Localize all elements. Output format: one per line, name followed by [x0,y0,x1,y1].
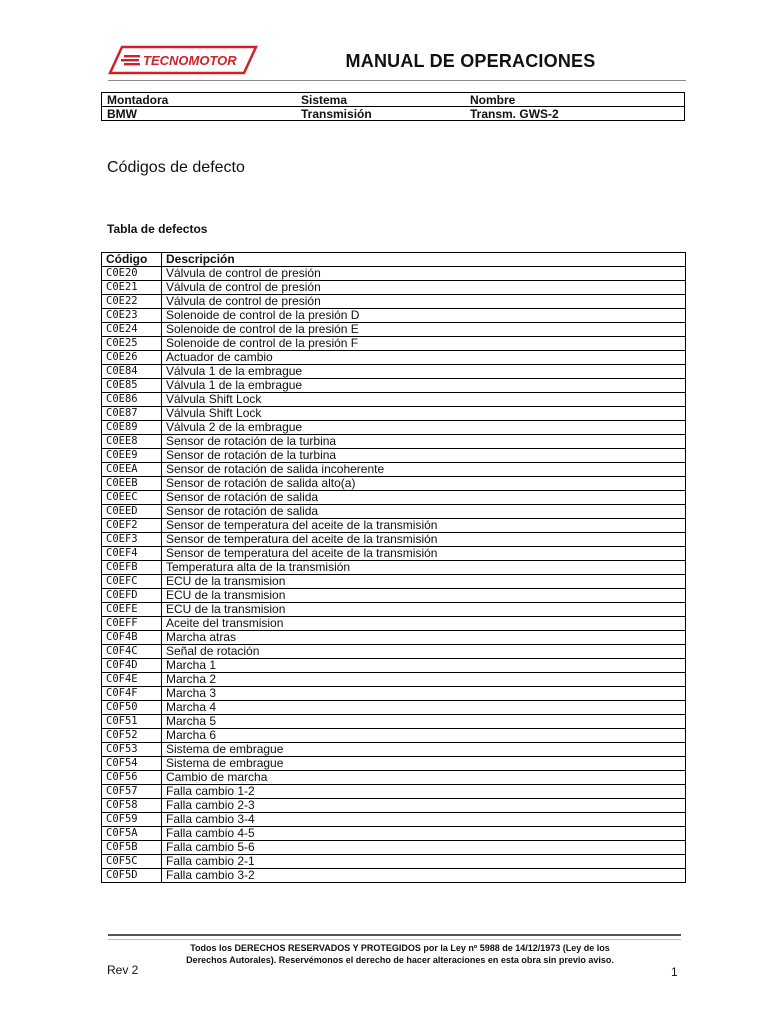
table-row [102,729,686,743]
table-row [102,813,686,827]
defect-description: Falla cambio 3-2 [162,869,686,883]
defect-description: Solenoide de control de la presión F [162,337,686,351]
defect-code: C0E25 [102,337,162,351]
defect-description: ECU de la transmision [162,589,686,603]
table-row [102,295,686,309]
defect-description: Solenoide de control de la presión E [162,323,686,337]
defect-description: Marcha 6 [162,729,686,743]
table-row [102,589,686,603]
defect-description: Sensor de rotación de salida [162,491,686,505]
table-row [102,631,686,645]
logo-graphic [108,45,258,75]
table-row [102,855,686,869]
manufacturer-label: Montadora [107,93,169,107]
defect-code: C0F51 [102,715,162,729]
defect-description: Marcha 3 [162,687,686,701]
table-row [102,449,686,463]
copyright-line-2: Derechos Autorales). Reservémonos el derecho de hacer alteraciones en esta obra sin previo aviso. [186,955,614,965]
name-value: Transm. GWS-2 [470,107,559,121]
defect-code: C0F4E [102,673,162,687]
defect-description: Sensor de temperatura del aceite de la transmisión [162,547,686,561]
defect-description: Falla cambio 1-2 [162,785,686,799]
table-row [102,435,686,449]
defect-code: C0EF2 [102,519,162,533]
table-row [102,701,686,715]
table-row [102,799,686,813]
defect-code: C0EFD [102,589,162,603]
copyright-line-1: Todos los DERECHOS RESERVADOS Y PROTEGIDOS por la Ley nº 5988 de 14/12/1973 (Ley de los [190,943,610,953]
defect-code: C0F59 [102,813,162,827]
page-number: 1 [671,965,678,979]
table-row [102,393,686,407]
table-row [102,281,686,295]
defect-description: Sistema de embrague [162,757,686,771]
table-row [102,603,686,617]
document-title: MANUAL DE OPERACIONES [345,51,596,71]
defect-code: C0F4B [102,631,162,645]
table-row [102,645,686,659]
table-row [102,743,686,757]
code-column-header: Código [102,253,162,267]
table-row [102,365,686,379]
table-row [102,771,686,785]
table-row [102,533,686,547]
defect-description: Sensor de rotación de salida incoherente [162,463,686,477]
defect-description: Señal de rotación [162,645,686,659]
defect-code: C0F52 [102,729,162,743]
defect-code: C0E26 [102,351,162,365]
defect-code: C0EEB [102,477,162,491]
defect-code: C0F54 [102,757,162,771]
table-row [102,505,686,519]
defect-description: Sensor de temperatura del aceite de la transmisión [162,519,686,533]
defect-description: Sensor de rotación de salida [162,505,686,519]
table-row [102,869,686,883]
table-row [102,561,686,575]
table-row [102,407,686,421]
defect-code: C0EFC [102,575,162,589]
defect-code: C0F5C [102,855,162,869]
table-row [102,827,686,841]
defect-code: C0E89 [102,421,162,435]
table-row [102,351,686,365]
defect-code: C0EFF [102,617,162,631]
defect-description: Válvula 2 de la embrague [162,421,686,435]
table-row [102,785,686,799]
system-value: Transmisión [301,107,372,121]
defect-description: Marcha 1 [162,659,686,673]
defect-description: Marcha 4 [162,701,686,715]
table-row [102,267,686,281]
defect-code: C0F50 [102,701,162,715]
defect-code: C0E23 [102,309,162,323]
table-row [102,547,686,561]
copyright-notice [150,942,650,966]
table-row [102,421,686,435]
table-body [102,267,686,883]
name-label: Nombre [470,93,516,107]
revision-label: Rev 2 [107,963,139,977]
defect-description: Sensor de rotación de la turbina [162,449,686,463]
logo-text: TECNOMOTOR [143,53,237,68]
defect-description: Falla cambio 3-4 [162,813,686,827]
defect-code: C0EED [102,505,162,519]
defect-description: Aceite del transmision [162,617,686,631]
defect-code: C0F53 [102,743,162,757]
defect-description: Sensor de rotación de salida alto(a) [162,477,686,491]
table-row [102,491,686,505]
defect-code: C0EE8 [102,435,162,449]
defect-code: C0E85 [102,379,162,393]
defect-code: C0EF4 [102,547,162,561]
table-header-row [102,253,686,267]
table-row [102,309,686,323]
defect-codes-table [101,252,686,883]
header-divider [108,80,686,81]
defect-description: Falla cambio 2-3 [162,799,686,813]
table-row [102,519,686,533]
defect-code: C0EE9 [102,449,162,463]
defect-description: Válvula Shift Lock [162,393,686,407]
table-row [102,463,686,477]
defect-description: Válvula 1 de la embrague [162,365,686,379]
table-row [102,687,686,701]
defect-description: Válvula de control de presión [162,295,686,309]
defect-code: C0E22 [102,295,162,309]
defect-description: Válvula de control de presión [162,267,686,281]
table-row [102,659,686,673]
table-caption: Tabla de defectos [107,222,208,236]
description-column-header: Descripción [162,253,686,267]
manufacturer-value: BMW [107,107,137,121]
tecnomotor-logo [108,45,258,75]
defect-code: C0F4D [102,659,162,673]
table-row [102,337,686,351]
defect-description: Cambio de marcha [162,771,686,785]
defect-code: C0F58 [102,799,162,813]
defect-code: C0F5B [102,841,162,855]
table-row [102,841,686,855]
section-title: Códigos de defecto [107,159,245,176]
defect-code: C0E20 [102,267,162,281]
defect-description: ECU de la transmision [162,603,686,617]
defect-code: C0F5A [102,827,162,841]
table-row [102,323,686,337]
defect-description: Temperatura alta de la transmisión [162,561,686,575]
defect-code: C0E21 [102,281,162,295]
defect-description: Actuador de cambio [162,351,686,365]
defect-description: Válvula de control de presión [162,281,686,295]
table-row [102,575,686,589]
defect-code: C0E24 [102,323,162,337]
defect-code: C0E84 [102,365,162,379]
defect-description: Sensor de rotación de la turbina [162,435,686,449]
defect-description: Sistema de embrague [162,743,686,757]
defect-description: Falla cambio 5-6 [162,841,686,855]
defect-description: Marcha atras [162,631,686,645]
defect-code: C0E87 [102,407,162,421]
defect-description: Falla cambio 4-5 [162,827,686,841]
defect-description: Marcha 2 [162,673,686,687]
vehicle-info-box [101,92,685,121]
defect-code: C0EFE [102,603,162,617]
footer-divider [108,934,681,940]
defect-code: C0EEC [102,491,162,505]
defect-description: Solenoide de control de la presión D [162,309,686,323]
defect-description: Válvula 1 de la embrague [162,379,686,393]
defect-description: Sensor de temperatura del aceite de la transmisión [162,533,686,547]
table-row [102,379,686,393]
defect-code: C0EFB [102,561,162,575]
defect-code: C0F4F [102,687,162,701]
table-row [102,757,686,771]
defect-code: C0F56 [102,771,162,785]
defect-code: C0F4C [102,645,162,659]
table-row [102,477,686,491]
defect-description: Válvula Shift Lock [162,407,686,421]
table-row [102,617,686,631]
defect-description: Marcha 5 [162,715,686,729]
table-row [102,673,686,687]
system-label: Sistema [301,93,348,107]
defect-code: C0EF3 [102,533,162,547]
table-row [102,715,686,729]
defect-description: Falla cambio 2-1 [162,855,686,869]
defect-code: C0F57 [102,785,162,799]
defect-description: ECU de la transmision [162,575,686,589]
defect-code: C0EEA [102,463,162,477]
defect-code: C0F5D [102,869,162,883]
defect-code: C0E86 [102,393,162,407]
info-divider [102,106,684,107]
